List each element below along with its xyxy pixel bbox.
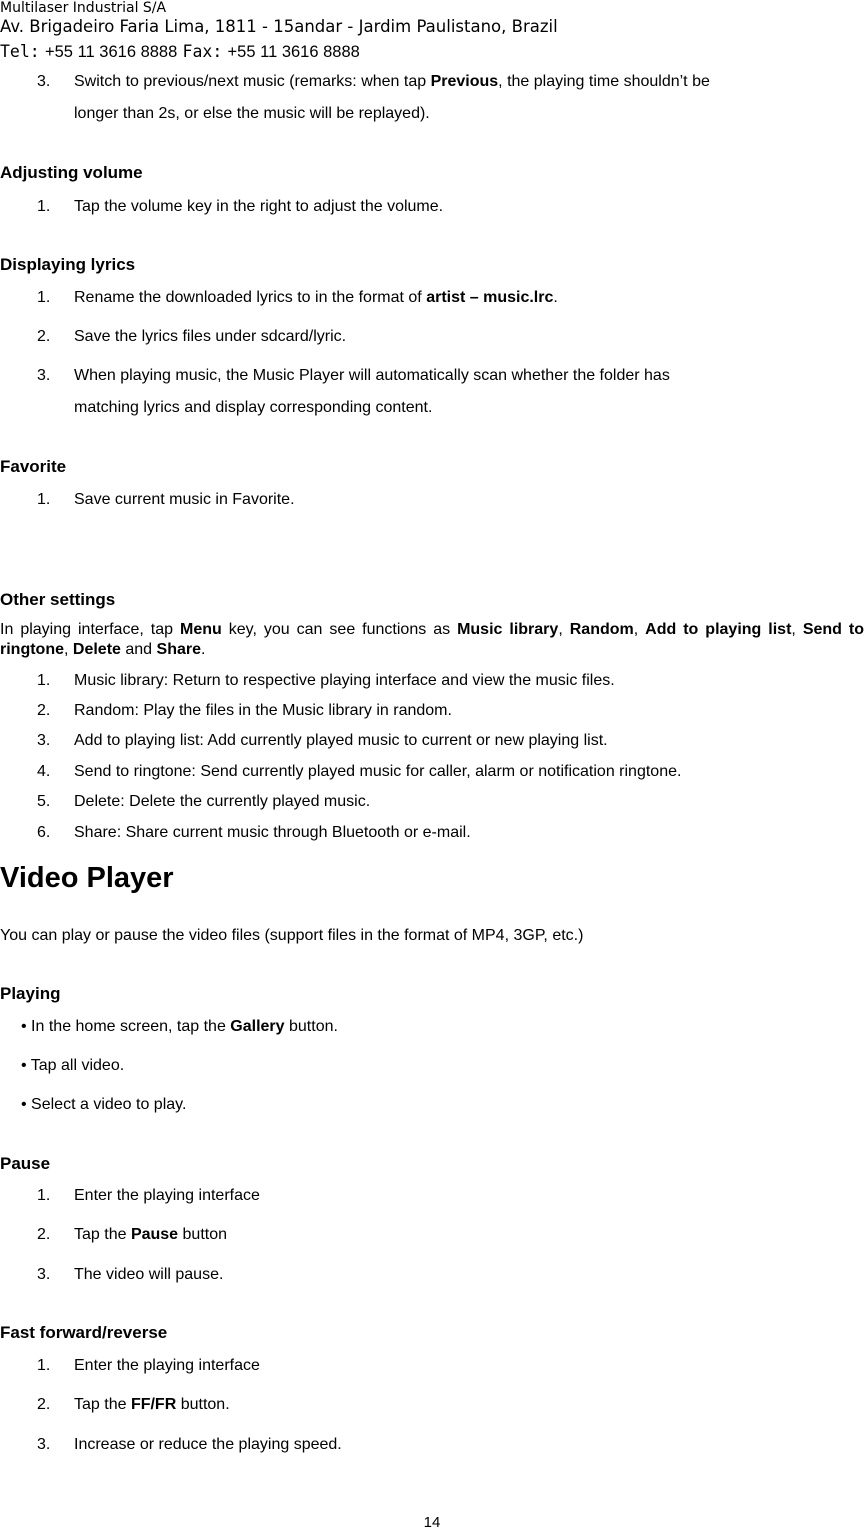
page-number: 14 bbox=[423, 1514, 441, 1531]
contact-line bbox=[0, 42, 360, 62]
company-address: Av. Brigadeiro Faria Lima, 1811 - 15andar - Jardim Paulistano, Brazil bbox=[0, 17, 558, 36]
video-intro: You can play or pause the video files (support files in the format of MP4, 3GP, etc.) bbox=[0, 927, 584, 944]
tel-label: Tel: bbox=[0, 42, 40, 61]
list-number: 3. bbox=[37, 73, 51, 90]
fax-value: +55 11 3616 8888 bbox=[227, 43, 360, 61]
fax-label: Fax: bbox=[182, 42, 223, 61]
tel-value: +55 11 3616 8888 bbox=[45, 43, 178, 61]
section-title: Video Player bbox=[0, 862, 174, 894]
other-settings-intro: In playing interface, tap Menu key, you can see functions as Music library, Random, Add to playing list, Send to ringtone, Delete and Share. bbox=[0, 621, 864, 658]
list-text: Switch to previous/next music (remarks: when tap Previous, the playing time shouldn’t be bbox=[74, 73, 710, 90]
company-name: Multilaser Industrial S/A bbox=[0, 0, 167, 16]
